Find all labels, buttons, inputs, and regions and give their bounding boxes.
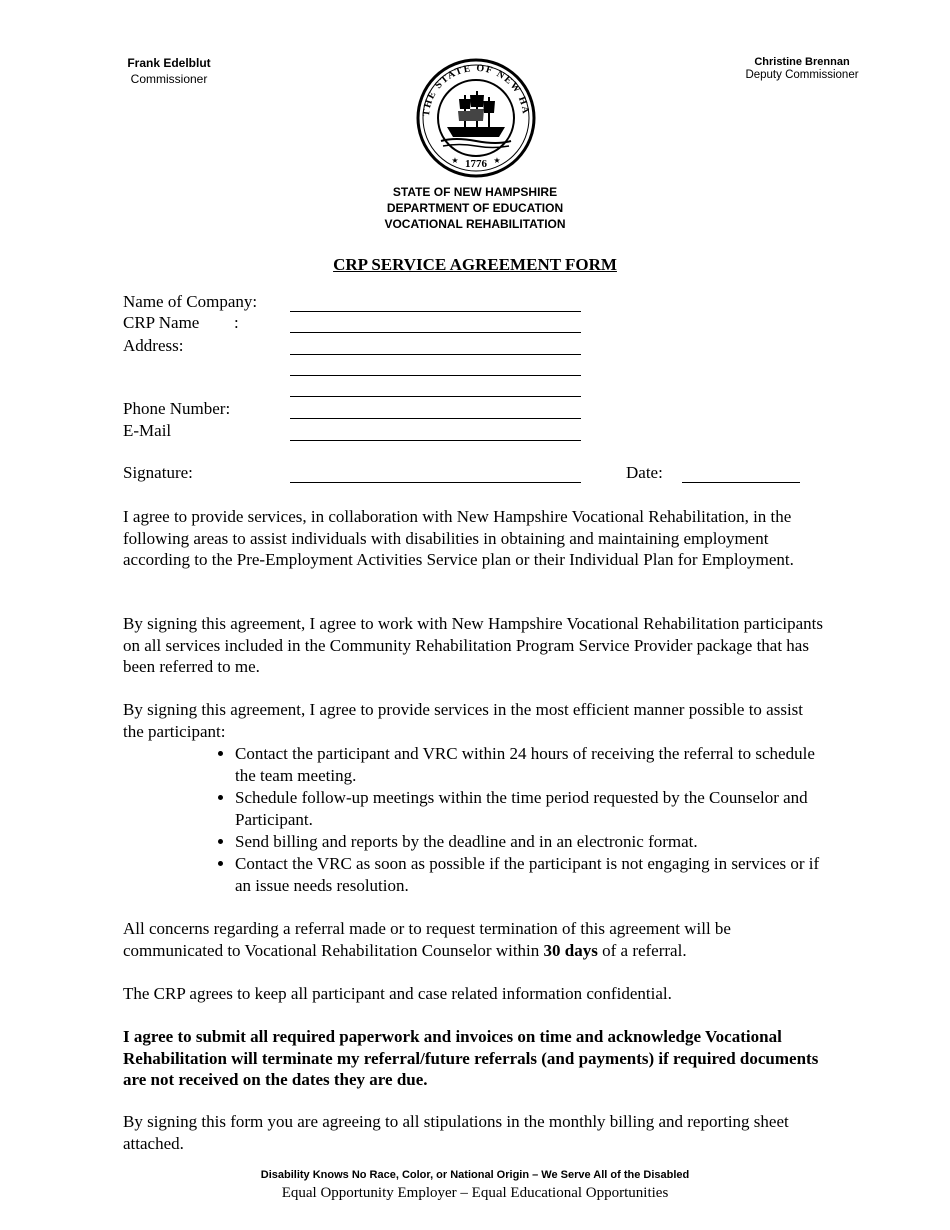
commissioner-title: Commissioner xyxy=(130,72,208,86)
svg-text:★: ★ xyxy=(451,156,459,165)
footer-equal-opportunity: Equal Opportunity Employer – Equal Educational Opportunities xyxy=(281,1185,669,1201)
email-field[interactable] xyxy=(290,440,581,441)
label-crp-name: CRP Name xyxy=(123,313,200,332)
svg-text:SEAL OF THE STATE OF NEW HAMPS: THE STATE OF NEW HA xyxy=(420,62,532,117)
commissioner-name: Frank Edelblut xyxy=(127,56,211,70)
agency-department: DEPARTMENT OF EDUCATION xyxy=(386,201,564,215)
paragraph-4-text: All concerns regarding a referral made or to request termination of this agreement will be communicated to Vocational Rehabilitation Counselor within xyxy=(123,919,731,960)
label-phone: Phone Number: xyxy=(123,399,231,418)
signature-field[interactable] xyxy=(290,482,581,483)
agreement-paragraph-4 xyxy=(123,918,828,961)
phone-field[interactable] xyxy=(290,418,581,419)
agency-division: VOCATIONAL REHABILITATION xyxy=(384,217,566,231)
company-field[interactable] xyxy=(290,311,581,312)
date-field[interactable] xyxy=(682,482,800,483)
label-company: Name of Company: xyxy=(123,292,258,311)
address-field-line-1[interactable] xyxy=(290,354,581,355)
label-signature: Signature: xyxy=(123,463,193,482)
thirty-days-emphasis: 30 days xyxy=(543,940,598,960)
label-email: E-Mail xyxy=(123,421,172,440)
agency-state: STATE OF NEW HAMPSHIRE xyxy=(392,185,558,199)
label-crp-colon: : xyxy=(234,313,239,332)
state-seal-icon xyxy=(415,57,537,179)
svg-text:1776: 1776 xyxy=(465,158,487,170)
deputy-commissioner-name: Christine Brennan xyxy=(754,56,850,68)
agreement-paragraph-2: By signing this agreement, I agree to work with New Hampshire Vocational Rehabilitation participants on all services included in the Community Rehabilitation Program Service Provider package that has been referred to me. xyxy=(123,614,823,676)
label-date: Date: xyxy=(626,463,663,482)
agreement-paragraph-3: By signing this agreement, I agree to provide services in the most efficient manner possible to assist the participant: xyxy=(123,700,803,741)
list-item: • Contact the VRC as soon as possible if the participant is not engaging in services or if an issue needs resolution. xyxy=(235,853,830,897)
agency-header xyxy=(325,184,625,232)
paperwork-warning-paragraph: I agree to submit all required paperwork and invoices on time and acknowledge Vocational Rehabilitation will terminate my referral/future referrals (and payments) if required documents are not received on the dates they are due. xyxy=(123,1027,819,1089)
crp-name-field[interactable] xyxy=(290,332,581,333)
form-title: CRP SERVICE AGREEMENT FORM xyxy=(333,255,617,274)
footer-nondiscrimination: Disability Knows No Race, Color, or National Origin – We Serve All of the Disabled xyxy=(260,1169,690,1181)
paragraph-4-text-end: of a referral. xyxy=(597,940,687,960)
svg-text:★: ★ xyxy=(493,156,501,165)
list-item: • Contact the participant and VRC within 24 hours of receiving the referral to schedule the team meeting. xyxy=(235,743,830,787)
list-item: • Send billing and reports by the deadline and in an electronic format. xyxy=(235,831,830,853)
confidentiality-paragraph: The CRP agrees to keep all participant and case related information confidential. xyxy=(123,984,672,1003)
deputy-commissioner-block xyxy=(742,56,862,81)
agreement-paragraph-1: I agree to provide services, in collaboration with New Hampshire Vocational Rehabilitation, in the following areas to assist individuals with disabilities in obtaining and maintaining employment according to the Pre-Employment Activities Service plan or their Individual Plan for Employment. xyxy=(123,507,794,569)
address-field-line-2[interactable] xyxy=(290,375,581,376)
label-address: Address: xyxy=(123,336,184,355)
address-field-line-3[interactable] xyxy=(290,396,581,397)
stipulations-paragraph: By signing this form you are agreeing to all stipulations in the monthly billing and reporting sheet attached. xyxy=(123,1112,789,1153)
deputy-commissioner-title: Deputy Commissioner xyxy=(745,69,859,81)
service-requirements-list xyxy=(235,743,830,897)
list-item: • Schedule follow-up meetings within the time period requested by the Counselor and Participant. xyxy=(235,787,830,831)
commissioner-block xyxy=(110,56,228,86)
